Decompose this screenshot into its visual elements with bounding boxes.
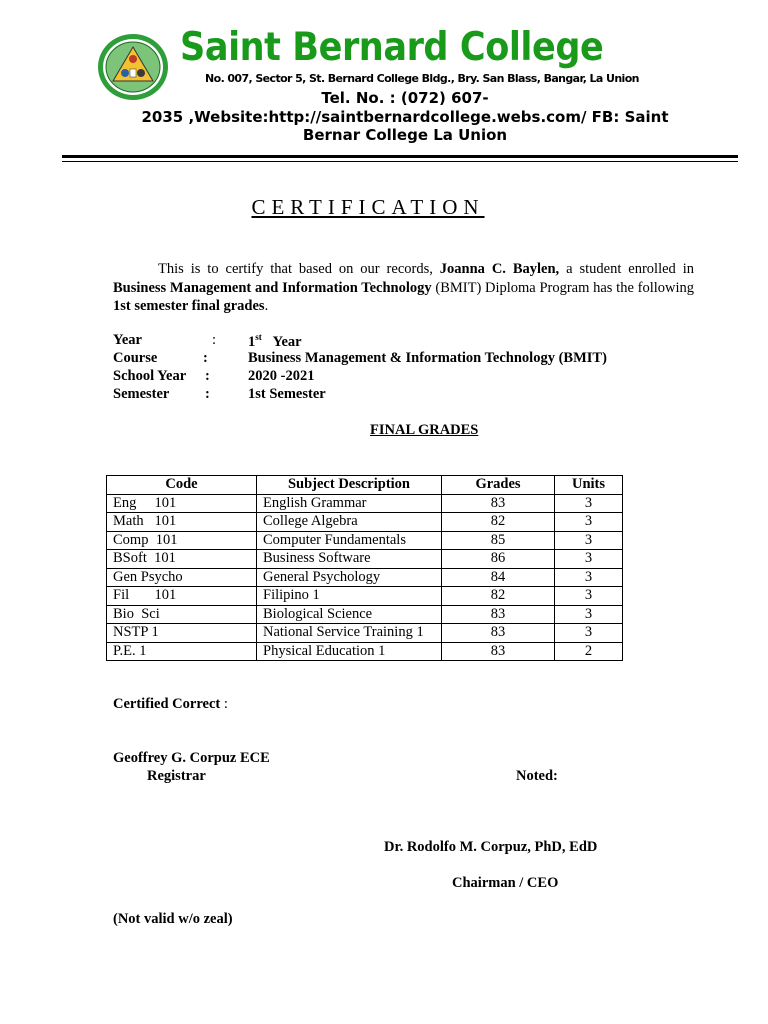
cell-units: 2 <box>555 642 623 661</box>
header-divider-thin <box>62 161 738 162</box>
contact-line-3: Bernar College La Union <box>302 126 508 144</box>
cell-grade: 83 <box>442 624 555 643</box>
cell-units: 3 <box>555 587 623 606</box>
table-row <box>107 568 623 587</box>
year-value <box>248 332 302 351</box>
cell-units: 3 <box>555 605 623 624</box>
semester-colon: : <box>205 386 210 402</box>
header-grades: Grades <box>442 476 555 495</box>
cell-description: National Service Training 1 <box>257 624 442 643</box>
college-name: Saint Bernard College <box>180 25 604 70</box>
registrar-title: Registrar <box>147 768 206 784</box>
cell-grade: 83 <box>442 494 555 513</box>
year-colon: : <box>212 332 217 348</box>
cell-code: Fil 101 <box>107 587 257 606</box>
cell-description: Filipino 1 <box>257 587 442 606</box>
cell-description: Physical Education 1 <box>257 642 442 661</box>
year-number: 1 <box>248 333 256 350</box>
certified-correct-colon: : <box>220 696 228 712</box>
paragraph-text-4: . <box>264 298 269 314</box>
table-row <box>107 642 623 661</box>
school-year-value: 2020 -2021 <box>248 368 315 384</box>
table-row <box>107 605 623 624</box>
cell-code: Bio Sci <box>107 605 257 624</box>
cell-grade: 83 <box>442 642 555 661</box>
header-divider-thick <box>62 155 738 158</box>
cell-units: 3 <box>555 550 623 569</box>
cell-grade: 84 <box>442 568 555 587</box>
certification-paragraph <box>113 260 694 316</box>
cell-code: Math 101 <box>107 513 257 532</box>
contact-line-1: Tel. No. : (072) 607- <box>321 89 489 107</box>
header-units: Units <box>555 476 623 495</box>
cell-code: Eng 101 <box>107 494 257 513</box>
cell-grade: 82 <box>442 587 555 606</box>
cell-grade: 86 <box>442 550 555 569</box>
table-row <box>107 624 623 643</box>
student-name: Joanna C. Baylen, <box>439 261 560 277</box>
header-subject-description: Subject Description <box>257 476 442 495</box>
table-row <box>107 494 623 513</box>
semester-value: 1st Semester <box>248 386 326 402</box>
year-label: Year <box>113 332 142 348</box>
cell-units: 3 <box>555 494 623 513</box>
cell-units: 3 <box>555 568 623 587</box>
year-word: Year <box>272 333 302 350</box>
certified-correct <box>113 696 228 713</box>
chairman-title: Chairman / CEO <box>452 875 559 891</box>
cell-code: P.E. 1 <box>107 642 257 661</box>
course-value: Business Management & Information Technology (BMIT) <box>248 350 607 366</box>
semester-grades: 1st semester final grades <box>113 298 265 314</box>
grades-table <box>106 475 623 661</box>
school-year-colon: : <box>205 368 210 384</box>
year-superscript: st <box>255 332 262 342</box>
document-title: CERTIFICATION <box>251 195 485 219</box>
validity-note: (Not valid w/o zeal) <box>113 911 233 927</box>
registrar-name: Geoffrey G. Corpuz ECE <box>113 750 270 766</box>
table-row <box>107 550 623 569</box>
cell-code: BSoft 101 <box>107 550 257 569</box>
school-year-label: School Year <box>113 368 187 384</box>
cell-description: English Grammar <box>257 494 442 513</box>
table-header-row <box>107 476 623 495</box>
semester-label: Semester <box>113 386 170 402</box>
cell-grade: 83 <box>442 605 555 624</box>
cell-description: Biological Science <box>257 605 442 624</box>
chairman-name: Dr. Rodolfo M. Corpuz, PhD, EdD <box>384 839 598 855</box>
cell-description: Computer Fundamentals <box>257 531 442 550</box>
final-grades-heading: FINAL GRADES <box>370 422 479 438</box>
cell-code: Gen Psycho <box>107 568 257 587</box>
noted-label: Noted: <box>516 768 558 784</box>
college-address: No. 007, Sector 5, St. Bernard College Bldg., Bry. San Blass, Bangar, La Union <box>205 72 639 85</box>
table-row <box>107 531 623 550</box>
cell-code: Comp 101 <box>107 531 257 550</box>
course-colon: : <box>203 350 208 366</box>
certified-correct-label: Certified Correct <box>113 696 221 712</box>
course-label: Course <box>113 350 158 366</box>
program-name: Business Management and Information Technology <box>113 279 432 296</box>
table-row <box>107 513 623 532</box>
paragraph-text-1: This is to certify that based on our records, <box>158 261 440 277</box>
paragraph-text-3: (BMIT) Diploma Program has the following <box>431 279 694 296</box>
contact-line-2: 2035 ,Website:http://saintbernardcollege.webs.com/ FB: Saint <box>141 108 669 126</box>
header-code: Code <box>107 476 257 495</box>
cell-code: NSTP 1 <box>107 624 257 643</box>
cell-units: 3 <box>555 531 623 550</box>
table-row <box>107 587 623 606</box>
cell-description: General Psychology <box>257 568 442 587</box>
cell-grade: 85 <box>442 531 555 550</box>
paragraph-text-2: a student enrolled in <box>559 261 694 277</box>
cell-units: 3 <box>555 513 623 532</box>
cell-grade: 82 <box>442 513 555 532</box>
cell-units: 3 <box>555 624 623 643</box>
cell-description: Business Software <box>257 550 442 569</box>
cell-description: College Algebra <box>257 513 442 532</box>
